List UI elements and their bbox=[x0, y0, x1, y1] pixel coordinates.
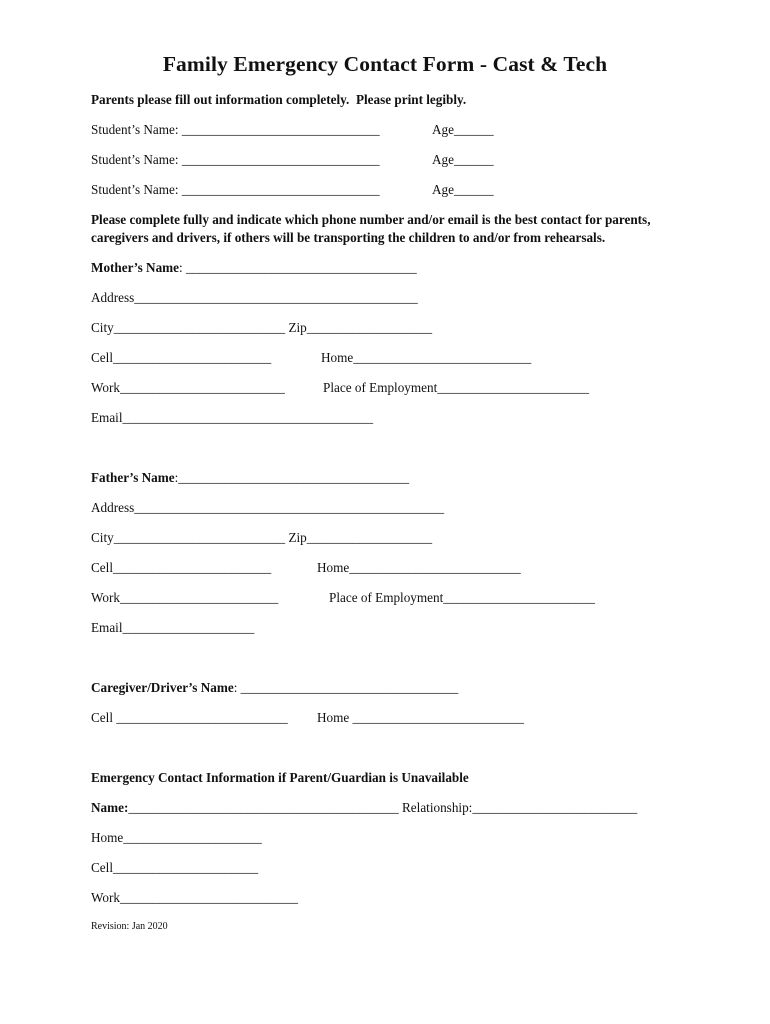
emergency-name-field[interactable] bbox=[91, 801, 637, 814]
emergency-home-field[interactable]: Home_____________________ bbox=[91, 830, 262, 845]
student-name-field-3[interactable]: Student’s Name: ______________________________ bbox=[91, 182, 380, 197]
student-age-field-3[interactable]: Age______ bbox=[432, 182, 494, 197]
father-name-field[interactable] bbox=[91, 471, 409, 484]
mother-email-field[interactable]: Email______________________________________ bbox=[91, 410, 374, 425]
mother-work-field[interactable]: Work_________________________ bbox=[91, 380, 285, 395]
mother-name-field[interactable] bbox=[91, 261, 417, 274]
caregiver-name-label: Caregiver/Driver’s Name bbox=[91, 680, 234, 695]
father-address-field[interactable]: Address_______________________________________________ bbox=[91, 500, 445, 515]
page-title: Family Emergency Contact Form - Cast & Tech bbox=[162, 52, 608, 76]
father-work-field[interactable]: Work________________________ bbox=[91, 590, 279, 605]
caregiver-cell-field[interactable]: Cell __________________________ bbox=[91, 710, 288, 725]
mother-address-field[interactable]: Address___________________________________________ bbox=[91, 290, 418, 305]
caregiver-name-field[interactable] bbox=[91, 681, 458, 694]
student-age-field-2[interactable]: Age______ bbox=[432, 152, 494, 167]
emergency-work-field[interactable]: Work___________________________ bbox=[91, 890, 299, 905]
mother-employment-field[interactable]: Place of Employment_______________________ bbox=[323, 380, 589, 395]
father-cell-field[interactable]: Cell________________________ bbox=[91, 560, 272, 575]
father-name-label: Father’s Name bbox=[91, 470, 175, 485]
mother-name-label: Mother’s Name bbox=[91, 260, 179, 275]
instructions-text: Parents please fill out information completely. Please print legibly. bbox=[91, 92, 467, 107]
caregiver-name-blank[interactable]: : _________________________________ bbox=[233, 680, 459, 695]
emergency-relationship-field[interactable]: Relationship:_________________________ bbox=[398, 800, 638, 815]
emergency-name-label: Name: bbox=[91, 800, 129, 815]
mother-name-blank[interactable]: : ___________________________________ bbox=[179, 260, 417, 275]
student-name-field-2[interactable]: Student’s Name: ______________________________ bbox=[91, 152, 380, 167]
father-name-blank[interactable]: :___________________________________ bbox=[174, 470, 410, 485]
emergency-heading: Emergency Contact Information if Parent/Guardian is Unavailable bbox=[91, 770, 469, 785]
father-email-field[interactable]: Email____________________ bbox=[91, 620, 255, 635]
father-employment-field[interactable]: Place of Employment_______________________ bbox=[329, 590, 595, 605]
contact-note-line-1: Please complete fully and indicate which phone number and/or email is the best contact for parents, bbox=[91, 212, 651, 227]
contact-note-line-2: caregivers and drivers, if others will be transporting the children to and/or from rehearsals. bbox=[91, 230, 606, 245]
student-name-field-1[interactable]: Student’s Name: ______________________________ bbox=[91, 122, 380, 137]
revision-note: Revision: Jan 2020 bbox=[91, 921, 168, 932]
father-city-zip-field[interactable]: City__________________________ Zip___________________ bbox=[91, 530, 433, 545]
emergency-name-blank[interactable]: _________________________________________ bbox=[128, 800, 399, 815]
father-home-field[interactable]: Home__________________________ bbox=[317, 560, 521, 575]
student-age-field-1[interactable]: Age______ bbox=[432, 122, 494, 137]
mother-cell-field[interactable]: Cell________________________ bbox=[91, 350, 272, 365]
emergency-cell-field[interactable]: Cell______________________ bbox=[91, 860, 259, 875]
caregiver-home-field[interactable]: Home __________________________ bbox=[317, 710, 524, 725]
mother-city-zip-field[interactable]: City__________________________ Zip___________________ bbox=[91, 320, 433, 335]
mother-home-field[interactable]: Home___________________________ bbox=[321, 350, 532, 365]
